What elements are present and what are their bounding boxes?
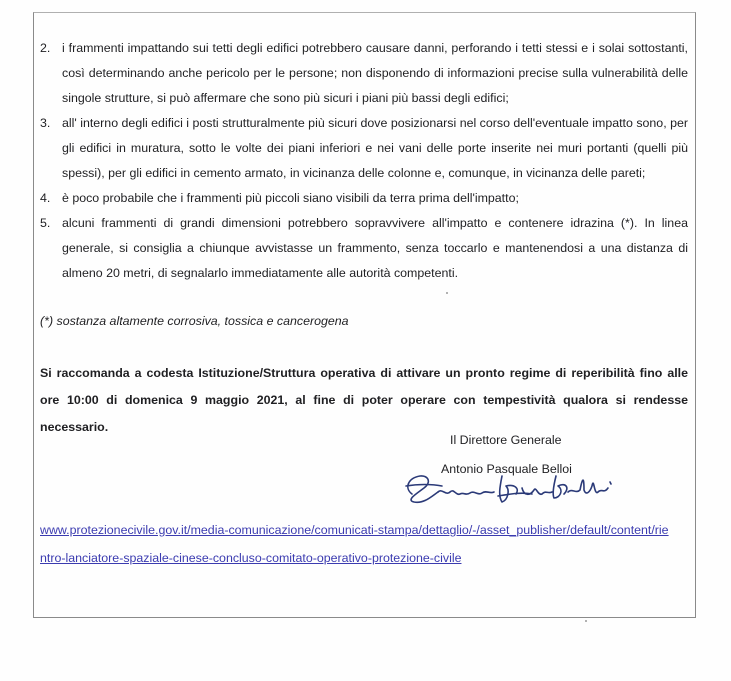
safety-instructions-list [40,36,688,286]
list-item-number: 5. [40,216,51,230]
handwritten-signature [398,466,618,510]
list-item [40,111,688,186]
list-item-text: alcuni frammenti di grandi dimensioni potrebbero sopravvivere all'impatto e contenere idrazina (*). In linea generale, si consiglia a chiunque avvistasse un frammento, senza toccarlo e mantenendosi a una distanza di almeno 20 metri, di segnalarlo immediatamente alle autorità competenti. [62,216,688,280]
list-item-text: all' interno degli edifici i posti strutturalmente più sicuri dove posizionarsi nel corso dell'eventuale impatto sono, per gli edifici in muratura, sotto le volte dei piani inferiori e nei vani delle porte inserite nei muri portanti (quelli più spessi), per gli edifici in cemento armato, in vicinanza delle colonne e, comunque, in vicinanza delle pareti; [62,116,688,180]
signatory-title: Il Direttore Generale [450,433,562,447]
list-item-number: 3. [40,116,51,130]
hydrazine-footnote: (*) sostanza altamente corrosiva, tossica e cancerogena [40,314,349,328]
list-item [40,36,688,111]
source-url-link[interactable]: www.protezionecivile.gov.it/media-comunicazione/comunicati-stampa/dettaglio/-/asset_publisher/default/content/rientro-lanciatore-spaziale-cinese-concluso-comitato-operativo-protezione-civile [40,523,669,565]
list-item-number: 2. [40,41,51,55]
list-item [40,211,688,286]
list-item-number: 4. [40,191,51,205]
scan-speck [585,620,587,622]
signatory-name: Antonio Pasquale Belloi [441,462,572,476]
list-item-text: i frammenti impattando sui tetti degli edifici potrebbero causare danni, perforando i tetti stessi e i solai sottostanti, così determinando anche pericolo per le persone; non disponendo di informazioni precise sulla vulnerabilità delle singole strutture, si può affermare che sono più sicuri i piani più bassi degli edifici; [62,41,688,105]
scan-speck [446,292,448,294]
recommendation-paragraph: Si raccomanda a codesta Istituzione/Struttura operativa di attivare un pronto regime di reperibilità fino alle ore 10:00 di domenica 9 maggio 2021, al fine di poter operare con tempestività qualora si rendesse necessario. [40,366,688,434]
list-item [40,186,688,211]
list-item-text: è poco probabile che i frammenti più piccoli siano visibili da terra prima dell'impatto; [62,191,519,205]
